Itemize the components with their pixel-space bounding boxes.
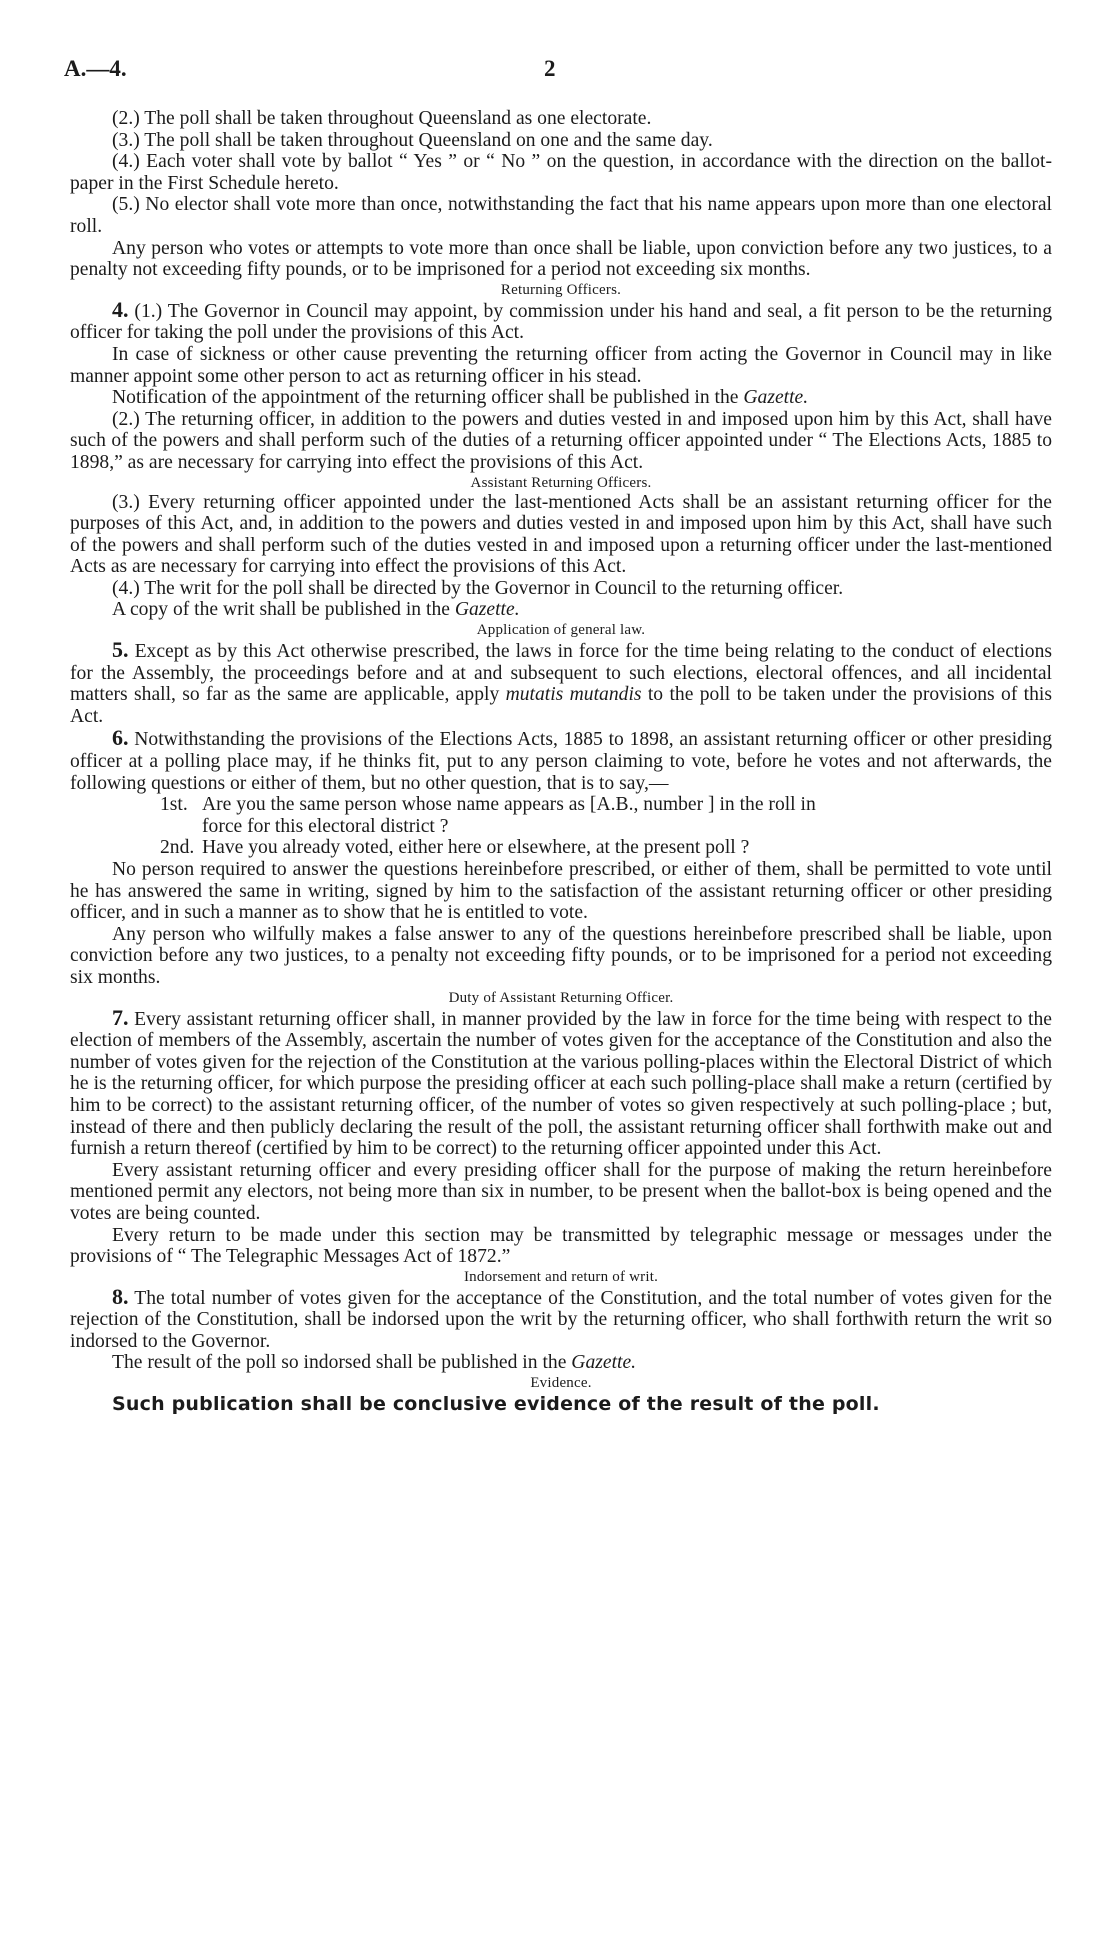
paragraph: In case of sickness or other cause preventing the returning officer from acting the Governor in Council may in like manner appoint some other person to act as returning officer in his stead. <box>70 343 1052 387</box>
section-heading-evidence: Evidence. <box>530 1375 592 1392</box>
paragraph <box>70 599 1052 621</box>
section-text: to the poll to be taken under the provisions of this Act. <box>70 684 1052 727</box>
section-8-paragraph <box>70 1283 1052 1353</box>
question-item <box>160 837 1052 859</box>
section-4-paragraph <box>70 296 1052 344</box>
paragraph-text: Notification of the appointment of the returning officer shall be published in the <box>112 387 744 409</box>
paragraph: (4.) The writ for the poll shall be directed by the Governor in Council to the returning officer. <box>112 577 844 599</box>
question-text: Are you the same person whose name appears as [A.B., number ] in the roll in <box>202 794 816 816</box>
section-number: 8. <box>112 1283 129 1309</box>
paragraph-text: A copy of the writ shall be published in the <box>112 599 455 621</box>
section-5-paragraph <box>70 639 1052 727</box>
paragraph <box>70 1352 1052 1374</box>
gazette-italic: Gazette. <box>454 599 520 621</box>
paragraph-text: The result of the poll so indorsed shall be published in the <box>112 1352 572 1374</box>
paragraph: Every assistant returning officer and every presiding officer shall for the purpose of making the return hereinbefore mentioned permit any electors, not being more than six in number, to be present when the ballot-box is being opened and the votes are being counted. <box>70 1159 1052 1224</box>
paragraph: (3.) The poll shall be taken throughout Queensland on one and the same day. <box>112 129 713 151</box>
paragraph: (2.) The poll shall be taken throughout Queensland as one electorate. <box>112 108 652 129</box>
page-number: 2 <box>544 56 556 81</box>
paragraph <box>70 387 1052 409</box>
question-number: 1st. <box>160 794 188 816</box>
question-text: Have you already voted, either here or elsewhere, at the present poll ? <box>202 837 750 859</box>
paragraph: Any person who votes or attempts to vote more than once shall be liable, upon conviction before any two justices, to a penalty not exceeding fifty pounds, or to be imprisoned for a period not exceeding six months. <box>70 237 1052 281</box>
section-number: 7. <box>112 1004 129 1030</box>
section-heading-returning-officers: Returning Officers. <box>500 281 622 298</box>
section-heading-assistant-returning-officers: Assistant Returning Officers. <box>470 474 652 491</box>
paragraph: (3.) Every returning officer appointed under the last-mentioned Acts shall be an assistant returning officer for the purposes of this Act, and, in addition to the powers and duties vested in and imposed upon him by this Act, shall have such of the powers and shall perform such of the duties vested in and imposed upon a returning officer under the last-mentioned Acts as are necessary for carrying into effect the provisions of this Act. <box>70 491 1052 578</box>
section-number: 5. <box>112 637 129 663</box>
section-heading-general-law: Application of general law. <box>476 622 646 639</box>
paragraph: (2.) The returning officer, in addition to the powers and duties vested in and imposed upon him by this Act, shall have such of the powers and shall perform such of the duties of a returning officer appointed under “ The Elections Acts, 1885 to 1898,” as are necessary for carrying into effect the provisions of this Act. <box>70 408 1052 473</box>
document-body <box>70 108 1052 1416</box>
section-number: 6. <box>112 725 129 751</box>
paragraph: (4.) Each voter shall vote by ballot “ Yes ” or “ No ” on the question, in accordance with the direction on the ballot-paper in the First Schedule hereto. <box>70 151 1052 194</box>
section-7-paragraph <box>70 1004 1052 1160</box>
paragraph: Every return to be made under this section may be transmitted by telegraphic message or messages under the provisions of “ The Telegraphic Messages Act of 1872.” <box>70 1224 1052 1268</box>
section-number: 4. <box>112 296 129 322</box>
final-statement: Such publication shall be conclusive evidence of the result of the poll. <box>112 1393 880 1416</box>
question-list <box>70 794 1052 859</box>
paragraph: (5.) No elector shall vote more than once, notwithstanding the fact that his name appears upon more than one electoral roll. <box>70 194 1052 237</box>
section-text: Except as by this Act otherwise prescribed, the laws in force for the time being relating to the conduct of elections for the Assembly, the proceedings before and at and subsequent to such elections, electoral offences, and all incidental matters shall, so far as the same are applicable, apply <box>70 641 1052 706</box>
paragraph: Any person who wilfully makes a false answer to any of the questions hereinbefore prescribed shall be liable, upon conviction before any two justices, to a penalty not exceeding fifty pounds, or to be imprisoned for a period not exceeding six months. <box>70 923 1052 988</box>
question-item <box>160 794 1052 816</box>
gazette-italic: Gazette. <box>743 387 809 409</box>
section-text: The total number of votes given for the acceptance of the Constitution, and the total number of votes given for the rejection of the Constitution, shall be indorsed upon the writ by the returning officer, who shall forthwith return the writ so indorsed to the Governor. <box>70 1287 1052 1352</box>
section-text: Every assistant returning officer shall, in manner provided by the law in force for the time being with respect to the election of members of the Assembly, ascertain the number of votes given for the acceptance of the Constitution and also the number of votes given for the rejection of the Constitution at the various polling-places within the Electoral District of which he is the returning officer, for which purpose the presiding officer at each such polling-place shall make a return (certified by him to be correct) to the assistant returning officer, of the number of votes so given respectively at such polling-place ; but, instead of there and then publicly declaring the result of the poll, the assistant returning officer shall forthwith make out and furnish a return thereof (certified by him to be correct) to the returning officer appointed under this Act. <box>70 1008 1052 1160</box>
question-continuation: force for this electoral district ? <box>202 815 449 837</box>
gazette-italic: Gazette. <box>571 1352 637 1374</box>
section-heading-duty: Duty of Assistant Returning Officer. <box>448 989 674 1006</box>
section-text: Notwithstanding the provisions of the Elections Acts, 1885 to 1898, an assistant returning officer or other presiding officer at a polling place may, if he thinks fit, put to any person claiming to vote, before he votes and not afterwards, the following questions or either of them, but no other question, that is to say,— <box>70 729 1052 794</box>
paragraph: No person required to answer the questions hereinbefore prescribed, or either of them, shall be permitted to vote until he has answered the same in writing, signed by him to the satisfaction of the assistant returning officer or other presiding officer, and in such a manner as to show that he is entitled to vote. <box>70 859 1052 924</box>
section-text: (1.) The Governor in Council may appoint, by commission under his hand and seal, a fit person to be the returning officer for taking the poll under the provisions of this Act. <box>70 300 1052 344</box>
question-number: 2nd. <box>160 837 195 859</box>
latin-phrase: mutatis mutandis <box>505 684 642 706</box>
section-6-paragraph <box>70 727 1052 794</box>
document-id: A.—4. <box>64 56 127 81</box>
section-heading-indorsement: Indorsement and return of writ. <box>463 1268 659 1285</box>
